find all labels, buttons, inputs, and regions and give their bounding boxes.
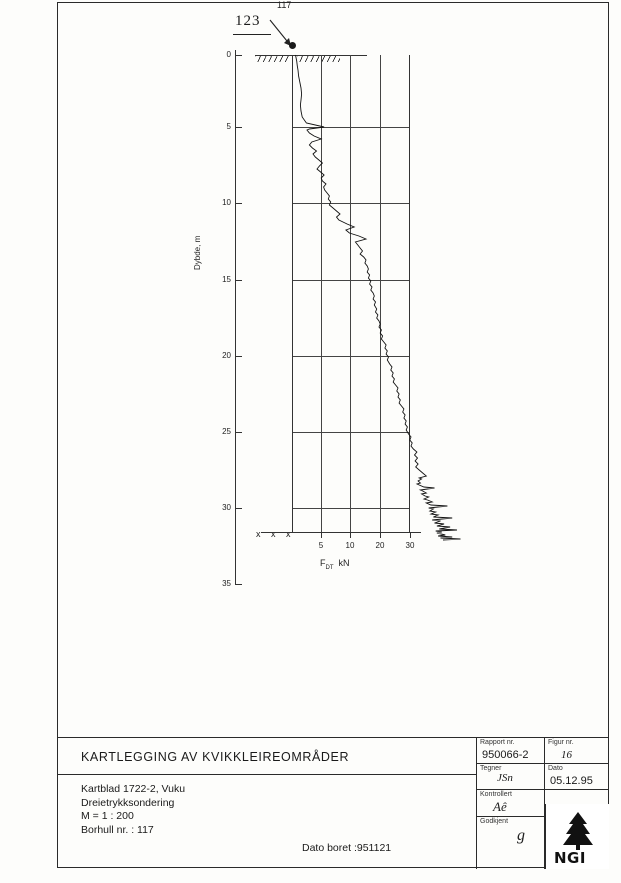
figure-number-value: 16 xyxy=(561,749,572,761)
depth-tick-label-5: 5 xyxy=(226,122,231,131)
load-tick-5 xyxy=(321,532,322,538)
depth-tick-label-25: 25 xyxy=(222,427,231,436)
checked-by-cell xyxy=(477,790,545,817)
title-block xyxy=(57,737,609,868)
callout-number: 123 xyxy=(235,13,261,29)
detail-line-map: Kartblad 1722-2, Vuku xyxy=(81,783,186,795)
load-tick-10 xyxy=(350,532,351,538)
checked-by-signature: Aê xyxy=(493,799,507,814)
title-block-right xyxy=(477,738,609,869)
load-tick-label-30: 30 xyxy=(405,541,415,550)
project-title: KARTLEGGING AV KVIKKLEIREOMRÅDER xyxy=(81,750,350,764)
drawn-by-cell xyxy=(477,764,545,790)
load-tick-30 xyxy=(410,532,411,538)
depth-tick-label-0: 0 xyxy=(226,50,231,59)
ngi-wordmark: NGI xyxy=(554,849,586,867)
report-number-key: Rapport nr. xyxy=(480,739,515,746)
sounding-curve xyxy=(225,0,525,610)
load-axis xyxy=(261,532,421,533)
title-block-divider xyxy=(57,774,477,775)
figure-number-key: Figur nr. xyxy=(548,739,574,746)
spruce-tree-icon xyxy=(559,811,597,851)
ngi-logo xyxy=(545,804,609,869)
report-number-cell xyxy=(477,738,545,764)
date-bored: Dato boret :951121 xyxy=(302,842,392,854)
termination-marks: x x x xyxy=(256,529,295,539)
load-tick-label-20: 20 xyxy=(375,541,385,550)
drawn-by-signature: JSn xyxy=(497,772,513,784)
detail-line-borehole: Borhull nr. : 117 xyxy=(81,823,154,836)
load-tick-label-10: 10 xyxy=(345,541,355,550)
depth-axis-title: Dybde, m xyxy=(193,235,202,270)
drawn-by-key: Tegner xyxy=(480,765,502,772)
detail-line-method: Dreietrykksondering xyxy=(81,796,175,809)
depth-tick-label-30: 30 xyxy=(222,503,231,512)
depth-tick-label-10: 10 xyxy=(222,198,231,207)
date-cell xyxy=(545,764,609,790)
load-tick-20 xyxy=(380,532,381,538)
load-axis-unit: kN xyxy=(338,558,350,568)
approved-by-signature: g xyxy=(517,827,525,844)
figure-number-cell xyxy=(545,738,609,764)
date-key: Dato xyxy=(548,765,563,772)
depth-tick-label-20: 20 xyxy=(222,351,231,360)
approved-by-key: Godkjent xyxy=(480,818,509,825)
sounding-chart xyxy=(193,0,525,610)
borehole-top-label: 117 xyxy=(277,0,292,10)
title-block-left xyxy=(57,738,477,869)
load-axis-symbol: F xyxy=(320,558,326,568)
checked-by-key: Kontrollert xyxy=(480,791,512,798)
load-axis-title xyxy=(320,558,350,571)
date-value: 05.12.95 xyxy=(550,775,593,787)
report-number-value: 950066-2 xyxy=(482,749,529,761)
depth-tick-label-35: 35 xyxy=(222,579,231,588)
approved-by-cell xyxy=(477,817,545,869)
load-axis-subscript: DT xyxy=(325,564,334,571)
load-tick-label-5: 5 xyxy=(318,541,324,550)
depth-tick-label-15: 15 xyxy=(222,275,231,284)
detail-line-scale: M = 1 : 200 xyxy=(81,810,134,822)
project-details xyxy=(81,783,185,837)
